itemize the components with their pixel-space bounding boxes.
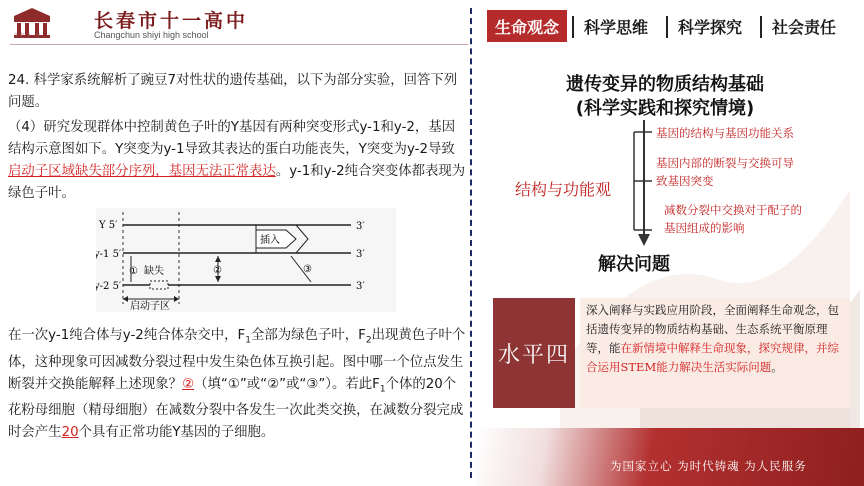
answer-site: ② xyxy=(182,376,195,392)
tab-separator xyxy=(572,16,574,38)
tab-separator xyxy=(760,16,762,38)
tab-life-concept[interactable]: 生命观念 xyxy=(487,10,567,42)
f1-subscript: 1 xyxy=(245,335,251,346)
level-badge: 水平四 xyxy=(493,298,575,408)
end-label-y2: 3′ xyxy=(356,281,365,292)
header-divider xyxy=(10,44,468,45)
cross-text-e: 个体的20个花粉母细胞（精母细胞）在减数分裂中各发生一次此类交换，在减数分裂完成时会产生 xyxy=(8,376,464,441)
question-part4 xyxy=(8,117,468,205)
tab-scientific-inquiry[interactable]: 科学探究 xyxy=(678,17,743,37)
cross-text-b: 全部为绿色子叶，F xyxy=(251,328,366,343)
concept-item-2b: 致基因突变 xyxy=(656,174,714,188)
structure-function-label: 结构与功能观 xyxy=(515,180,612,199)
level-desc-text-b: 。 xyxy=(771,360,783,374)
site-1-label: ① xyxy=(129,266,138,277)
logo-motto: 平安·文 · 善 xyxy=(14,33,41,39)
site-3-label: ③ xyxy=(303,264,312,275)
row-label-Y: Y 5′ xyxy=(99,220,118,231)
level-desc-highlight: 在新情境中解释生命现象，探究规律，并综合运用STEM能力解决生活实际问题 xyxy=(586,341,839,374)
tab-scientific-thinking[interactable]: 科学思维 xyxy=(584,17,649,37)
cross-text-a: 在一次y-1纯合体与y-2纯合体杂交中，F xyxy=(8,328,246,343)
question-intro: 24. 科学家系统解析了豌豆7对性状的遗传基础，以下为部分实验，回答下列问题。 xyxy=(8,73,458,110)
school-name-cn: 长春市十一高中 xyxy=(94,10,249,32)
gene-structure-figure xyxy=(96,208,396,312)
concept-item-3b: 基因组成的影响 xyxy=(664,221,745,235)
site-2-label: ② xyxy=(213,265,222,276)
end-label-Y: 3′ xyxy=(356,221,365,232)
level-description xyxy=(580,298,850,408)
footer-banner xyxy=(476,428,864,486)
f2-subscript: 2 xyxy=(365,335,372,346)
cross-text-c: 出现黄色子叶个体，这种现象可因减数分裂过程中发生染色体互换引起。图中哪一个位点发生断裂并交换能解释上述现象？ xyxy=(8,328,466,392)
concept-item-2a: 基因内部的断裂与交换可导 xyxy=(656,156,794,170)
tab-separator xyxy=(666,16,668,38)
level-desc-text-a: 深入阐释与实践应用阶段，全面阐释生命观念，包括遗传变异的物质结构基础、生态系统平衡原理等，能 xyxy=(586,303,839,355)
row-label-y2: y-2 5′ xyxy=(96,281,122,292)
concept-item-1: 基因的结构与基因功能关系 xyxy=(656,126,794,140)
vertical-dashed-divider xyxy=(470,8,472,478)
concept-title-line2: (科学实践和探究情境) xyxy=(575,98,755,119)
promoter-label: 启动子区 xyxy=(130,301,170,312)
tab-social-responsibility[interactable]: 社会责任 xyxy=(772,17,837,37)
missing-label: 缺失 xyxy=(144,266,164,277)
cross-text-f: 个具有正常功能Y基因的子细胞。 xyxy=(78,425,275,441)
question-part4-text-b: 。y-1和y-2纯合突变体都表现为绿色子叶。 xyxy=(8,164,466,201)
cross-text-d: （填“①”或“②”或“③”）。若此F xyxy=(194,376,380,392)
concept-item-3a: 减数分裂中交换对于配子的 xyxy=(664,203,802,217)
solve-problem-label: 解决问题 xyxy=(598,254,670,275)
question-part4-cross xyxy=(8,325,468,444)
end-label-y1: 3′ xyxy=(356,249,365,260)
concept-title-line1: 遗传变异的物质结构基础 xyxy=(566,74,764,95)
school-name-en: Changchun shiyi high school xyxy=(94,30,209,40)
answer-promoter-deletion: 启动子区域缺失部分序列，基因无法正常表达 xyxy=(8,164,276,179)
question-part4-text-a: （4）研究发现群体中控制黄色子叶的Y基因有两种突变形式y-1和y-2，基因结构示意图如下。Y突变为y-1导致其表达的蛋白功能丧失，Y突变为y-2导致 xyxy=(8,120,456,157)
answer-count: 20 xyxy=(61,425,79,441)
footer-slogan: 为国家立心 为时代铸魂 为人民服务 xyxy=(610,459,807,473)
row-label-y1: y-1 5′ xyxy=(96,249,122,260)
f1-subscript-2: 1 xyxy=(379,384,386,395)
insert-label: 插入 xyxy=(260,235,280,246)
